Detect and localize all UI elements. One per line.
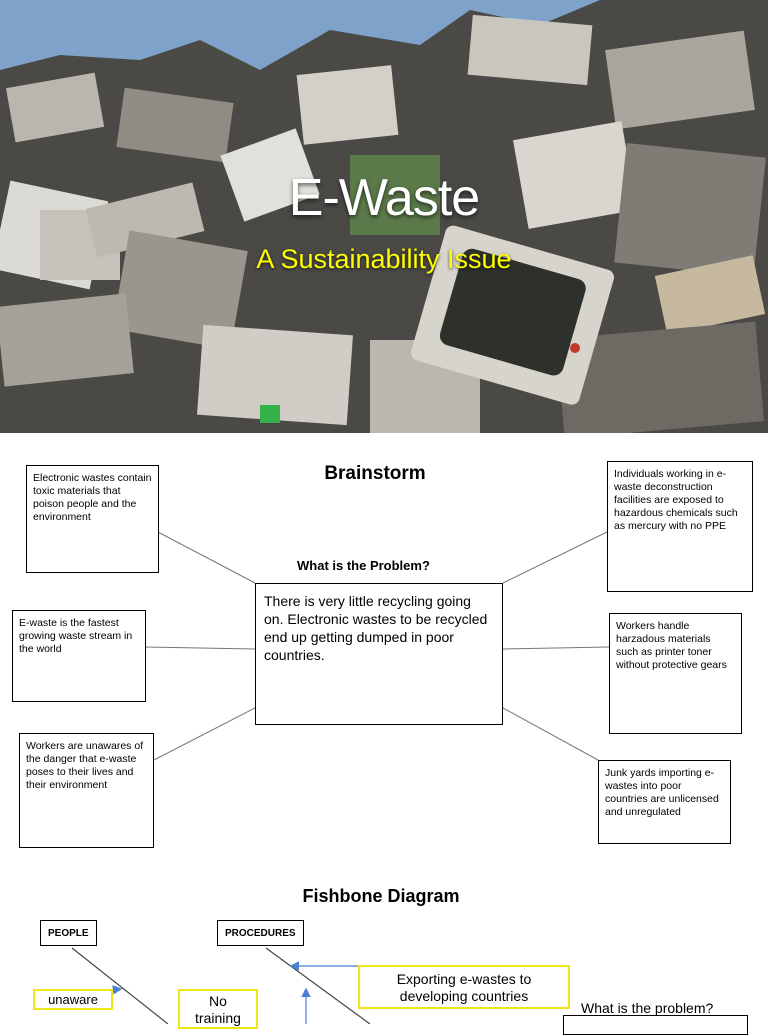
slide-subtitle: A Sustainability Issue [256,244,512,274]
problem-label: What is the problem? [581,1000,714,1016]
cause-exporting-e-waste: Exporting e-wastes to developing countries [358,965,570,1009]
cause-unaware: unaware [33,989,113,1010]
idea-box-exposure-chemicals: Individuals working in e-waste deconstruction facilities are exposed to hazardous chemicals such as mercury with no PPE [607,461,753,592]
cause-no-training: No training [178,989,258,1029]
category-procedures: PROCEDURES [217,920,304,946]
idea-box-hazardous-handling: Workers handle harzadous materials such as printer toner without protective gears [609,613,742,734]
idea-box-workers-unaware: Workers are unawares of the danger that e-waste poses to their lives and their environment [19,733,154,848]
idea-box-fastest-growing: E-waste is the fastest growing waste stream in the world [12,610,146,702]
idea-box-junk-yards: Junk yards importing e-wastes into poor countries are unlicensed and unregulated [598,760,731,844]
brainstorm-title: Brainstorm [324,463,426,484]
fishbone-title: Fishbone Diagram [302,886,460,906]
problem-box [563,1015,748,1035]
idea-box-toxic-materials: Electronic wastes contain toxic materials that poison people and the environment [26,465,159,573]
category-people: PEOPLE [40,920,97,946]
problem-question: What is the Problem? [297,558,430,573]
slide-title: E-Waste [288,169,480,227]
central-problem-box: There is very little recycling going on. Electronic wastes to be recycled end up getting dumped in poor countries. [255,583,503,725]
